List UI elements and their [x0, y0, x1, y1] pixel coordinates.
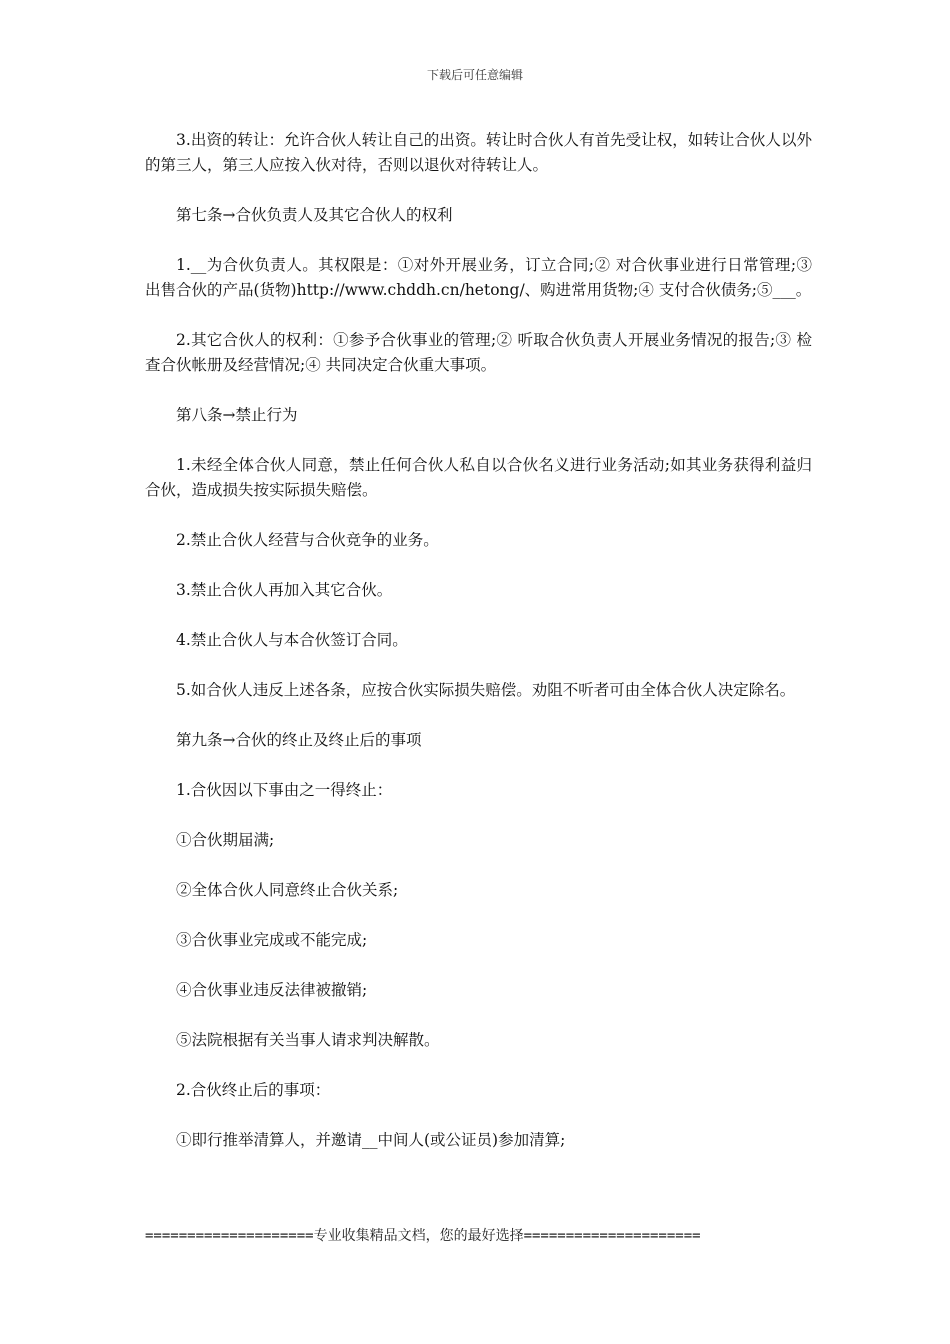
paragraph: 2.合伙终止后的事项：	[176, 1081, 331, 1099]
list-item: ③合伙事业完成或不能完成;	[176, 931, 368, 949]
section-heading: 第七条→合伙负责人及其它合伙人的权利	[176, 206, 453, 224]
paragraph: 1.未经全体合伙人同意，禁止任何合伙人私自以合伙名义进行业务活动;如其业务获得利益归合伙，造成损失按实际损失赔偿。	[145, 456, 812, 499]
page-footer: ====================专业收集精品文档，您的最好选择=====================	[145, 1228, 701, 1244]
paragraph: 3.出资的转让：允许合伙人转让自己的出资。转让时合伙人有首先受让权，如转让合伙人以外的第三人，第三人应按入伙对待，否则以退伙对待转让人。	[145, 131, 812, 174]
list-item: ①合伙期届满;	[176, 831, 275, 849]
paragraph: 2.禁止合伙人经营与合伙竞争的业务。	[176, 531, 439, 549]
list-item: ⑤法院根据有关当事人请求判决解散。	[176, 1031, 440, 1049]
paragraph: 5.如合伙人违反上述各条，应按合伙实际损失赔偿。劝阻不听者可由全体合伙人决定除名。	[176, 681, 796, 699]
page-header: 下载后可任意编辑	[426, 68, 523, 82]
paragraph: 2.其它合伙人的权利：①参予合伙事业的管理;② 听取合伙负责人开展业务情况的报告;③ 检查合伙帐册及经营情况;④ 共同决定合伙重大事项。	[145, 331, 812, 374]
paragraph: 4.禁止合伙人与本合伙签订合同。	[176, 631, 408, 649]
list-item: ④合伙事业违反法律被撤销;	[176, 981, 368, 999]
document-body	[145, 128, 812, 1178]
list-item: ①即行推举清算人，并邀请__中间人(或公证员)参加清算;	[176, 1131, 566, 1149]
paragraph: 1.__为合伙负责人。其权限是：①对外开展业务，订立合同;② 对合伙事业进行日常管理;③ 出售合伙的产品(货物)http://www.chddh.cn/hetong/、购进常用货物;④ 支付合伙债务;⑤___。	[145, 256, 812, 299]
list-item: ②全体合伙人同意终止合伙关系;	[176, 881, 399, 899]
paragraph: 1.合伙因以下事由之一得终止：	[176, 781, 393, 799]
section-heading: 第八条→禁止行为	[176, 406, 298, 424]
section-heading: 第九条→合伙的终止及终止后的事项	[176, 731, 422, 749]
paragraph: 3.禁止合伙人再加入其它合伙。	[176, 581, 393, 599]
